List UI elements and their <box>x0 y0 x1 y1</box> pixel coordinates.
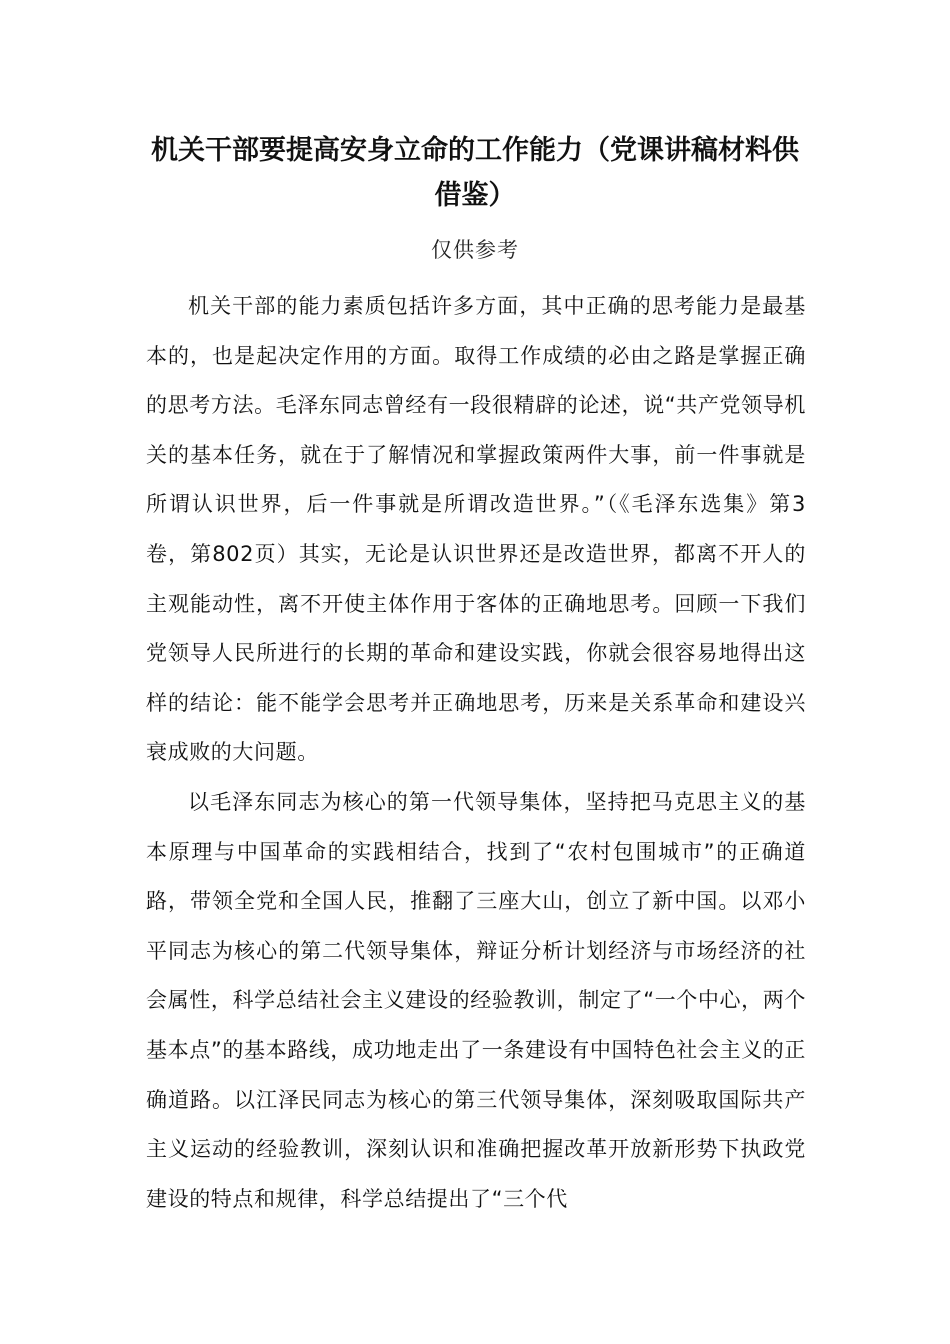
document-title: 机关干部要提高安身立命的工作能力（党课讲稿材料供借鉴） <box>151 135 799 211</box>
paragraph: 机关干部的能力素质包括许多方面，其中正确的思考能力是最基本的，也是起决定作用的方面。取得工作成绩的必由之路是掌握正确的思考方法。毛泽东同志曾经有一段很精辟的论述，说“共产党领导机关的基本任务，就在于了解情况和掌握政策两件大事，前一件事就是所谓认识世界，后一件事就是所谓改造世界。”（《毛泽东选集》第3卷，第802页）其实，无论是认识世界还是改造世界，都离不开人的主观能动性，离不开使主体作用于客体的正确地思考。回顾一下我们党领导人民所进行的长期的革命和建设实践，你就会很容易地得出这样的结论：能不能学会思考并正确地思考，历来是关系革命和建设兴衰成败的大问题。 <box>146 294 806 765</box>
paragraph: 以毛泽东同志为核心的第一代领导集体，坚持把马克思主义的基本原理与中国革命的实践相结合，找到了“农村包围城市”的正确道路，带领全党和全国人民，推翻了三座大山，创立了新中国。以邓小平同志为核心的第二代领导集体，辩证分析计划经济与市场经济的社会属性，科学总结社会主义建设的经验教训，制定了“一个中心，两个基本点”的基本路线，成功地走出了一条建设有中国特色社会主义的正确道路。以江泽民同志为核心的第三代领导集体，深刻吸取国际共产主义运动的经验教训，深刻认识和准确把握改革开放新形势下执政党建设的特点和规律，科学总结提出了“三个代 <box>146 789 806 1211</box>
document-body <box>146 282 806 1224</box>
document-subtitle: 仅供参考 <box>431 238 519 262</box>
